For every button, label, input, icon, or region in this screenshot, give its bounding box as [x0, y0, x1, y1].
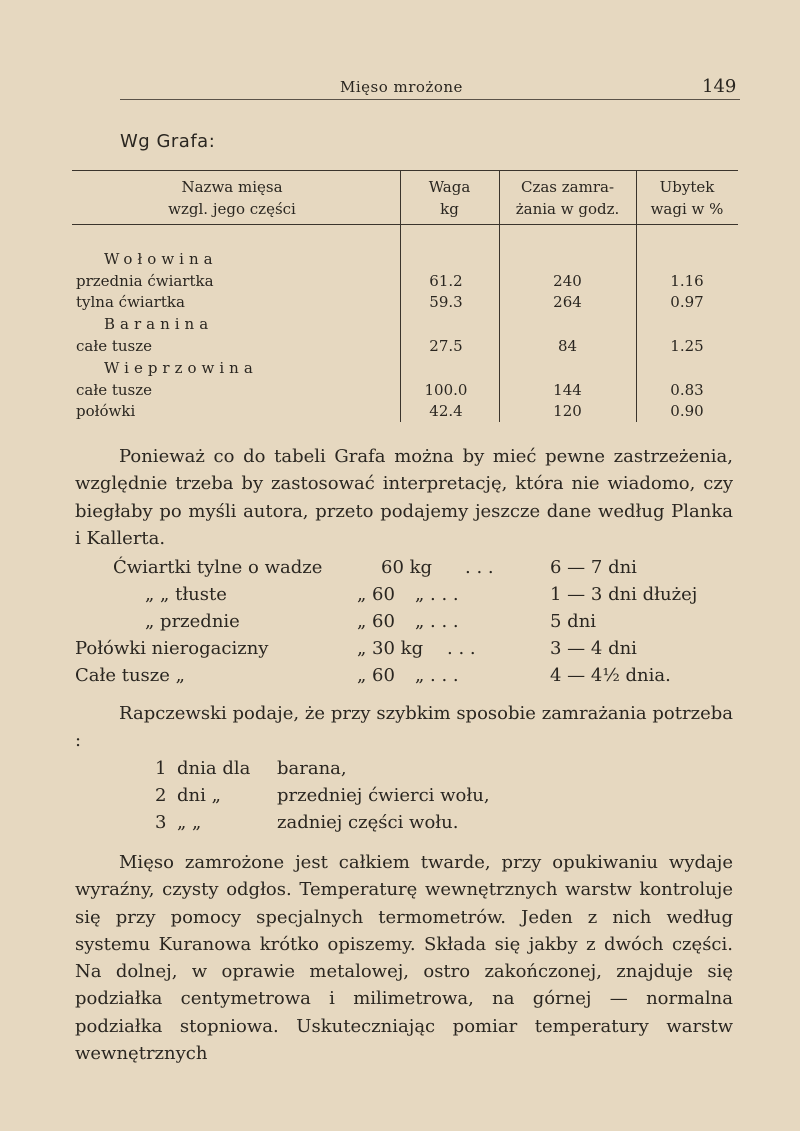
- list-item-number: 2: [155, 785, 167, 806]
- list-item-leader: „ . . .: [415, 611, 459, 632]
- table-cell-loss: 0.97: [670, 293, 704, 311]
- list-item-label: „ „ tłuste: [145, 584, 227, 605]
- list-item-duration: 3 — 4 dni: [550, 638, 637, 659]
- list-item-label: Połówki nierogacizny: [75, 638, 269, 659]
- list-item: [75, 584, 735, 610]
- list-item: [75, 611, 735, 637]
- list-item-label: dni „: [177, 785, 221, 806]
- table-row-part: całe tusze: [76, 381, 153, 399]
- list-item-leader: . . .: [447, 638, 476, 659]
- list-item: [75, 665, 735, 691]
- list-item-label: dnia dla: [177, 758, 251, 779]
- list-item-duration: 5 dni: [550, 611, 597, 632]
- table-section-heading: Wołowina: [104, 250, 218, 268]
- list-item-number: 3: [155, 812, 167, 833]
- paragraph-text: Ponieważ co do tabeli Grafa można by mieć pewne zastrzeżenia, względnie trzeba by zastosować interpretację, która nie wiadomo, czy biegłaby po myśli autora, przeto podajemy jeszcze dane według Planka i Kallerta.: [75, 446, 733, 549]
- table-top-rule: [72, 170, 738, 171]
- table-row-part: całe tusze: [76, 337, 153, 355]
- grafa-table: [72, 166, 738, 426]
- list-item-weight: „ 60: [357, 584, 395, 605]
- paragraph-text: Rapczewski podaje, że przy szybkim sposobie zamrażania potrzeba :: [75, 703, 733, 752]
- paragraph-intro: [75, 443, 733, 552]
- table-cell-loss: 1.25: [670, 337, 704, 355]
- table-row-part: połówki: [76, 402, 136, 420]
- list-item-duration: 1 — 3 dni dłużej: [550, 584, 698, 605]
- table-header-rule: [72, 224, 738, 225]
- list-item-weight: „ 30 kg: [357, 638, 424, 659]
- page-number: 149: [702, 76, 737, 97]
- list-item-text: przedniej ćwierci wołu,: [277, 785, 490, 806]
- list-item-text: zadniej części wołu.: [277, 812, 459, 833]
- list-item-label: „ przednie: [145, 611, 240, 632]
- table-cell-time: 120: [553, 402, 582, 420]
- paragraph-text: Mięso zamrożone jest całkiem twarde, przy opukiwaniu wydaje wyraźny, czysty odgłos. Temperaturę wewnętrznych warstw kontroluje się przy pomocy specjalnych termometrów. Jeden z nich według systemu Kuranowa krótko opiszemy. Składa się jakby z dwóch części. Na dolnej, w oprawie metalowej, ostro zakończonej, znajduje się podziałka centymetrowa i milimetrowa, na górnej — normalna podziałka stopniowa. Uskuteczniając pomiar temperatury warstw wewnętrznych: [75, 852, 733, 1065]
- column-header-loss: Ubytek wagi w %: [650, 178, 724, 218]
- list-item-weight: „ 60: [357, 611, 395, 632]
- list-item-duration: 6 — 7 dni: [550, 557, 637, 578]
- list-item: [75, 557, 735, 583]
- table-cell-weight: 59.3: [429, 293, 463, 311]
- list-item: [155, 785, 655, 811]
- column-header-time: Czas zamra- żania w godz.: [515, 178, 620, 218]
- list-item-leader: „ . . .: [415, 584, 459, 605]
- list-item-weight: „ 60: [357, 665, 395, 686]
- table-cell-weight: 27.5: [429, 337, 463, 355]
- list-item-leader: . . .: [465, 557, 494, 578]
- table-cell-loss: 1.16: [670, 272, 704, 290]
- list-item-label: Ćwiartki tylne o wadze: [113, 557, 323, 578]
- section-label: Wg Grafa:: [120, 131, 216, 152]
- table-section-heading: Baranina: [104, 315, 214, 333]
- list-item-text: barana,: [277, 758, 347, 779]
- running-title: Mięso mrożone: [340, 78, 463, 96]
- table-cell-time: 264: [553, 293, 582, 311]
- table-row-part: przednia ćwiartka: [76, 272, 214, 290]
- table-cell-time: 84: [557, 337, 578, 355]
- table-cell-weight: 42.4: [429, 402, 463, 420]
- header-rule: [120, 99, 740, 100]
- column-header-name: Nazwa mięsa wzgl. jego części: [168, 178, 296, 218]
- list-item-duration: 4 — 4½ dnia.: [550, 665, 671, 686]
- table-cell-weight: 61.2: [429, 272, 463, 290]
- table-cell-time: 144: [553, 381, 582, 399]
- table-section-heading: Wieprzowina: [104, 359, 258, 377]
- column-header-weight: Waga kg: [428, 178, 471, 218]
- table-cell-loss: 0.83: [670, 381, 704, 399]
- paragraph-thermometer: [75, 849, 733, 1067]
- list-item-label: „ „: [177, 812, 202, 833]
- list-item-leader: „ . . .: [415, 665, 459, 686]
- list-item: [155, 812, 655, 838]
- list-item-number: 1: [155, 758, 167, 779]
- table-row-part: tylna ćwiartka: [76, 293, 185, 311]
- table-cell-weight: 100.0: [424, 381, 468, 399]
- paragraph-rapczewski: [75, 700, 733, 755]
- list-item-weight: 60 kg: [381, 557, 433, 578]
- list-item: [75, 638, 735, 664]
- table-cell-loss: 0.90: [670, 402, 704, 420]
- table-cell-time: 240: [553, 272, 582, 290]
- list-item-label: Całe tusze „: [75, 665, 185, 686]
- list-item: [155, 758, 655, 784]
